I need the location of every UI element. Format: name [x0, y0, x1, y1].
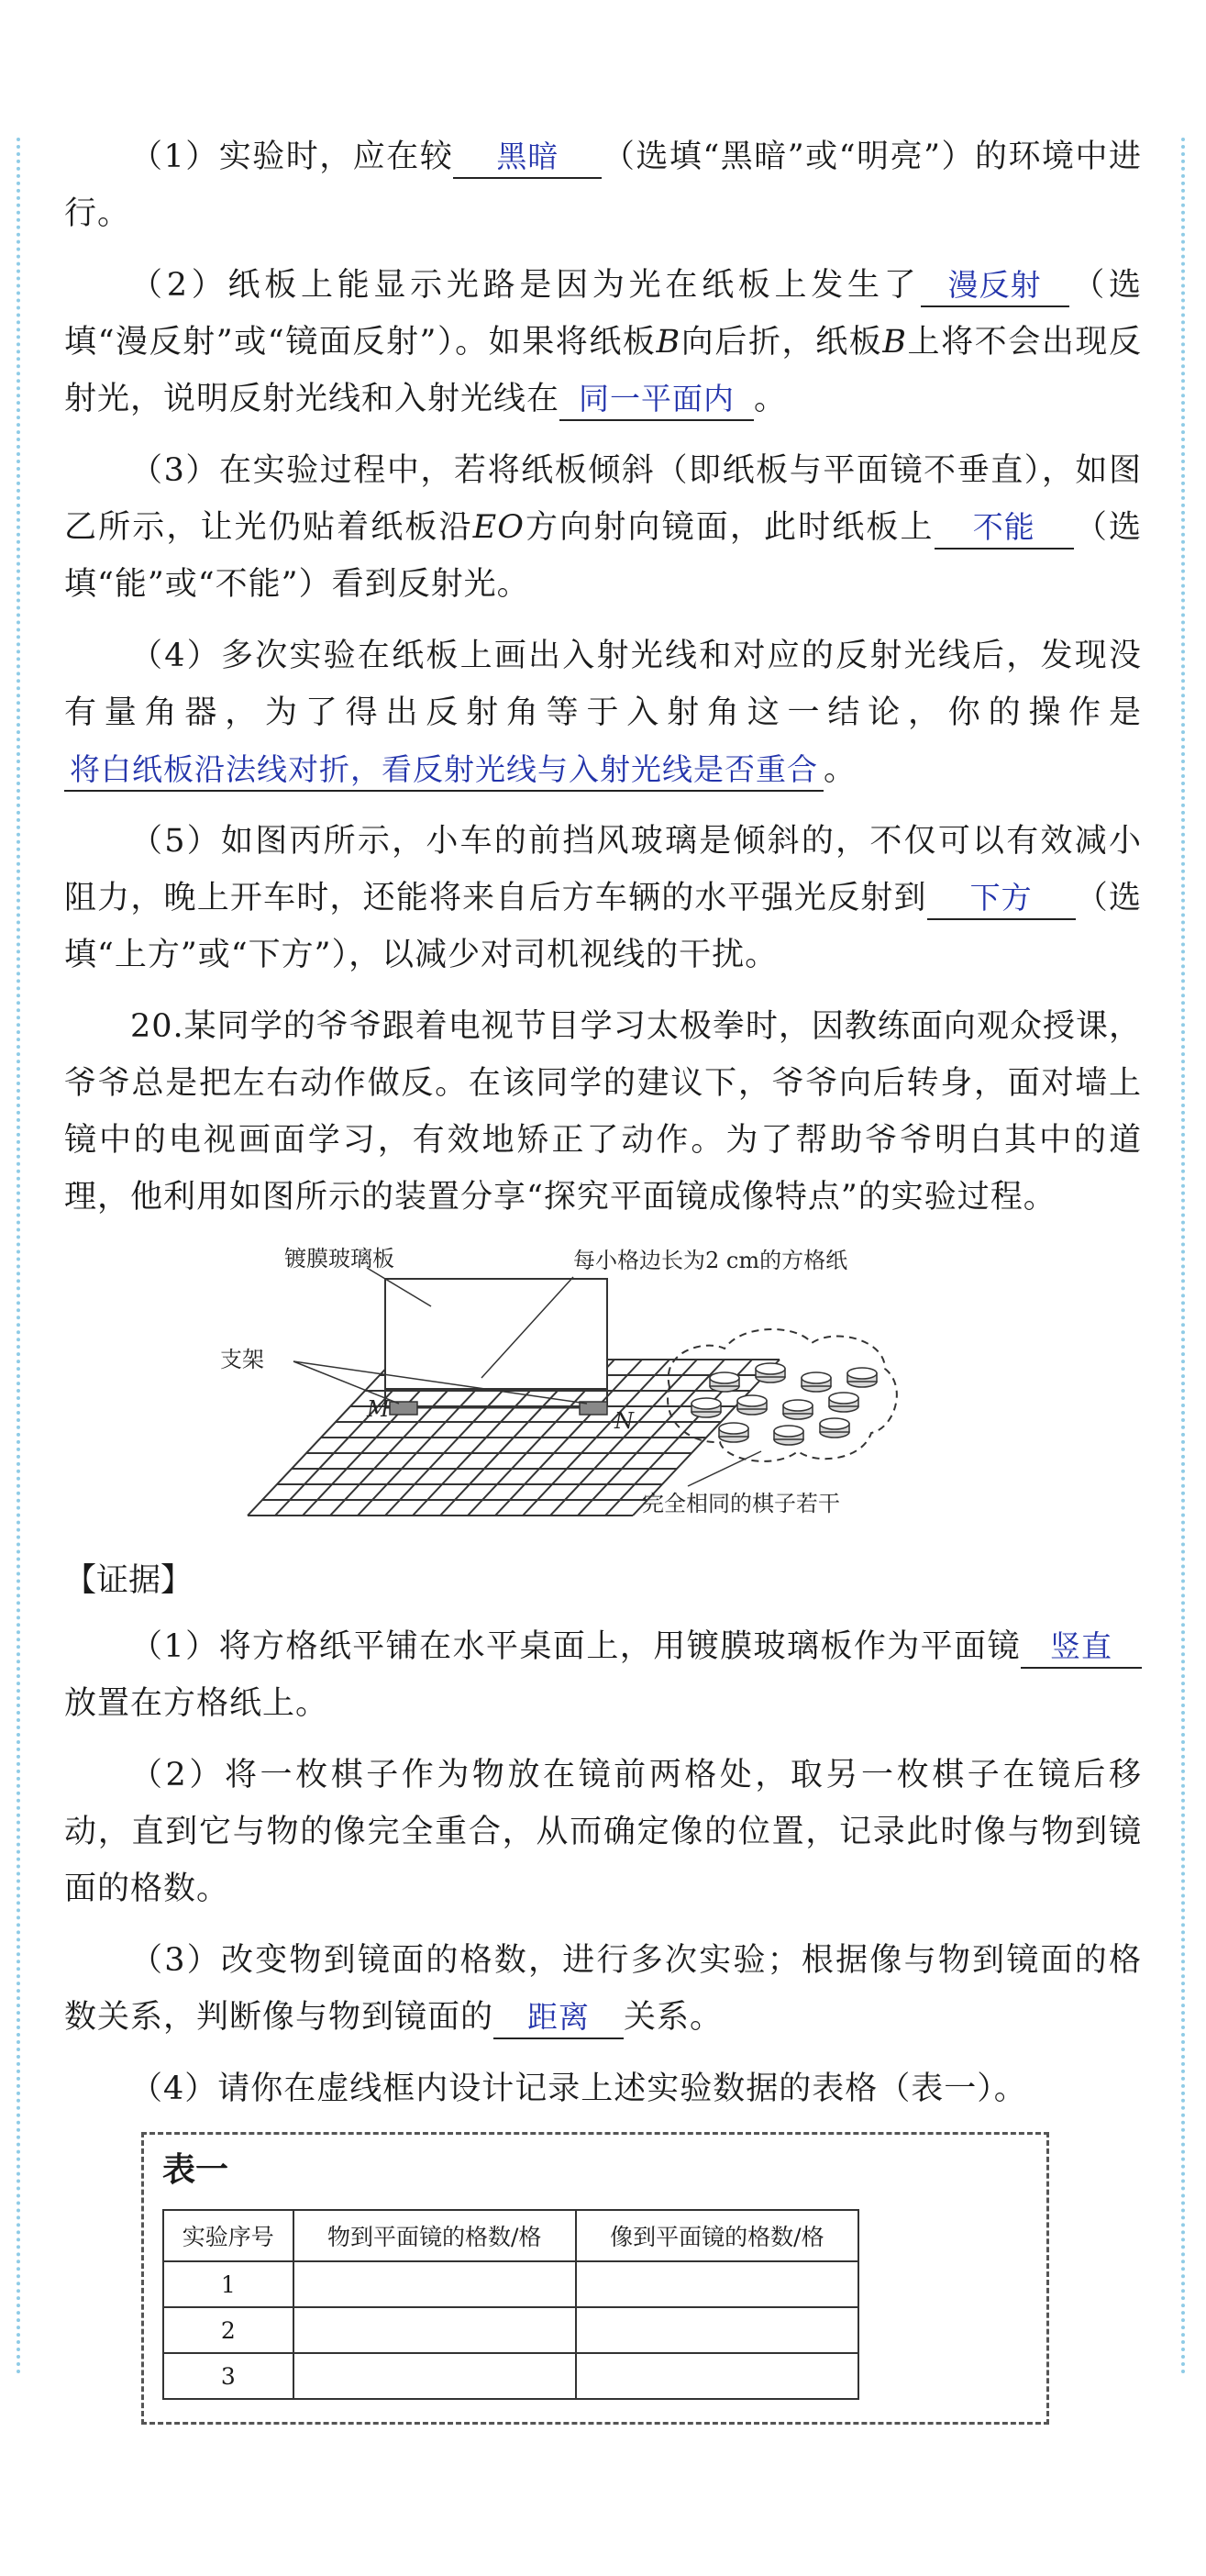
answer-blank-2[interactable]: 漫反射 — [921, 265, 1069, 307]
table-cell[interactable] — [293, 2353, 576, 2399]
q20-step2: （2）将一枚棋子作为物放在镜前两格处，取另一枚棋子在镜后移动，直到它与物的像完全重合，从而确定像的位置，记录此时像与物到镜面的格数。 — [64, 1757, 1142, 1907]
q19-part4: （4）多次实验在纸板上画出入射光线和对应的反射光线后，发现没有量角器，为了得出反射角等于入射角这一结论，你的操作是将白纸板沿法线对折，看反射光线与入射光线是否重合 。 — [64, 627, 1142, 798]
trial-number: 2 — [163, 2307, 293, 2353]
evidence-heading: 【证据】 — [64, 1562, 194, 1599]
chess-piece — [774, 1426, 803, 1445]
chess-pieces — [692, 1363, 877, 1445]
table-row — [163, 2261, 858, 2307]
label-grid-paper: 每小格边长为2 cm的方格纸 — [573, 1248, 848, 1273]
chess-piece — [719, 1423, 748, 1442]
table-header-row — [163, 2210, 858, 2261]
q20-intro: 20.某同学的爷爷跟着电视节目学习太极拳时，因教练面向观众授课，爷爷总是把左右动作做反。在该同学的建议下，爷爷向后转身，面对墙上镜中的电视画面学习，有效地矫正了动作。为了帮助爷爷明白其中的道理，他利用如图所示的装置分享“探究平面镜成像特点”的实验过程。 — [64, 1008, 1142, 1216]
left-margin-dots — [17, 138, 20, 2376]
header-image-grids: 像到平面镜的格数/格 — [576, 2210, 858, 2261]
plane-mirror-apparatus-figure — [64, 1240, 1142, 1543]
table-row — [163, 2353, 858, 2399]
chess-piece — [737, 1395, 767, 1415]
q20-step3: （3）改变物到镜面的格数，进行多次实验；根据像与物到镜面的格数关系，判断像与物到镜面的 距离 关系。 — [64, 1932, 1142, 2046]
answer-blank-1[interactable]: 黑暗 — [453, 137, 602, 179]
apparatus-diagram — [64, 1240, 1142, 1543]
label-stand: 支架 — [220, 1347, 264, 1372]
stand-m — [390, 1402, 417, 1415]
table-dashed-box — [141, 2132, 1049, 2425]
table-title: 表一 — [162, 2151, 229, 2189]
table-cell[interactable] — [293, 2261, 576, 2307]
chess-piece — [710, 1372, 739, 1392]
label-m: M — [367, 1396, 390, 1422]
chess-piece — [756, 1363, 785, 1382]
label-chess-pieces: 完全相同的棋子若干 — [642, 1491, 840, 1516]
data-table — [162, 2209, 859, 2400]
table-row — [163, 2307, 858, 2353]
chess-piece — [692, 1398, 721, 1417]
answer-blank-4[interactable]: 不能 — [935, 507, 1074, 550]
trial-number: 1 — [163, 2261, 293, 2307]
chess-piece — [802, 1372, 831, 1392]
glass-plate — [385, 1279, 607, 1389]
chess-piece — [829, 1393, 858, 1412]
answer-blank-8[interactable]: 距离 — [493, 1997, 624, 2039]
q20-step1: （1）将方格纸平铺在水平桌面上，用镀膜玻璃板作为平面镜 竖直放置在方格纸上。 — [64, 1618, 1142, 1732]
chess-piece — [820, 1418, 849, 1438]
q20-step4: （4）请你在虚线框内设计记录上述实验数据的表格（表一）。 — [130, 2071, 1027, 2107]
q19-part1: （1）实验时，应在较 黑暗 （选填“黑暗”或“明亮”）的环境中进行。 — [64, 139, 1142, 232]
right-margin-dots — [1181, 138, 1185, 2376]
table-cell[interactable] — [576, 2307, 858, 2353]
header-object-grids: 物到平面镜的格数/格 — [293, 2210, 576, 2261]
trial-number: 3 — [163, 2353, 293, 2399]
table-cell[interactable] — [293, 2307, 576, 2353]
answer-blank-5[interactable]: 将白纸板沿法线对折，看反射光线与入射光线是否重合 — [64, 749, 824, 792]
table-cell[interactable] — [576, 2353, 858, 2399]
q19-part3: （3）在实验过程中，若将纸板倾斜（即纸板与平面镜不垂直），如图乙所示，让光仍贴着纸板沿EO方向射向镜面，此时纸板上 不能 （选填“能”或“不能”）看到反射光。 — [64, 452, 1142, 603]
answer-blank-7[interactable]: 竖直 — [1021, 1627, 1142, 1669]
label-glass-plate: 镀膜玻璃板 — [284, 1246, 394, 1271]
chess-piece — [847, 1368, 877, 1387]
worksheet-content — [64, 128, 1142, 2425]
answer-blank-3[interactable]: 同一平面内 — [559, 379, 754, 421]
q19-part5: （5）如图丙所示，小车的前挡风玻璃是倾斜的，不仅可以有效减小阻力，晚上开车时，还能将来自后方车辆的水平强光反射到 下方 （选填“上方”或“下方”），以减少对司机视线的干扰。 — [64, 823, 1142, 973]
table-cell[interactable] — [576, 2261, 858, 2307]
header-trial: 实验序号 — [163, 2210, 293, 2261]
label-n: N — [614, 1408, 634, 1434]
answer-blank-6[interactable]: 下方 — [927, 878, 1076, 920]
q19-part2: （2）纸板上能显示光路是因为光在纸板上发生了 漫反射 （选填“漫反射”或“镜面反射”）。如果将纸板B向后折，纸板B上将不会出现反射光，说明反射光线和入射光线在 同一平面内 。 — [64, 257, 1142, 427]
chess-piece — [783, 1400, 813, 1419]
